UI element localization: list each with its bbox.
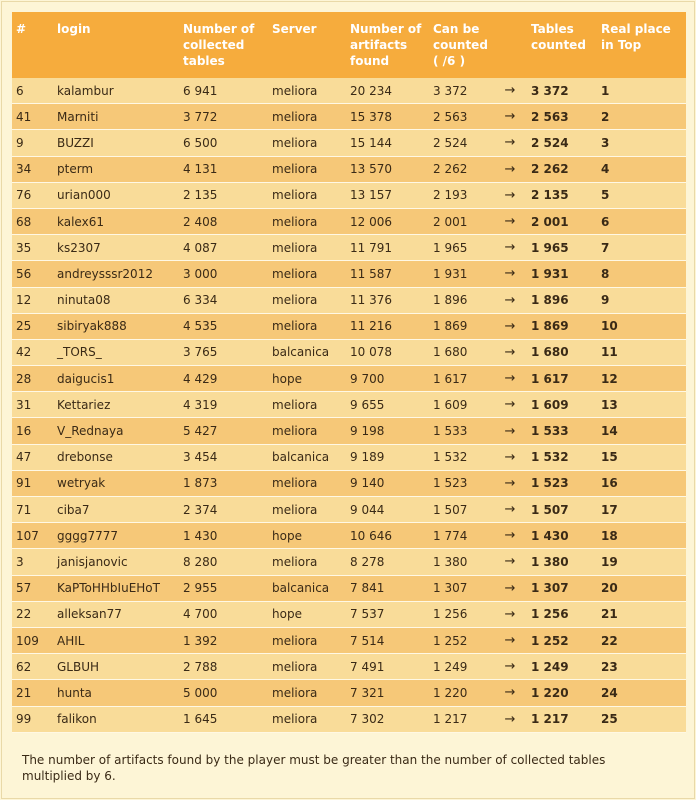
- cell-server: meliora: [268, 157, 346, 183]
- header-server: Server: [268, 12, 346, 78]
- cell-num: 99: [12, 707, 53, 733]
- cell-artifacts: 11 587: [346, 261, 429, 287]
- cell-login: kalex61: [53, 209, 179, 235]
- cell-num: 3: [12, 549, 53, 575]
- cell-login: V_Rednaya: [53, 418, 179, 444]
- cell-real-place: 15: [597, 445, 686, 471]
- cell-num: 107: [12, 523, 53, 549]
- cell-num: 9: [12, 130, 53, 156]
- cell-server: meliora: [268, 680, 346, 706]
- table-row: [12, 314, 686, 340]
- cell-num: 76: [12, 183, 53, 209]
- cell-real-place: 22: [597, 628, 686, 654]
- cell-collected: 4 700: [179, 602, 268, 628]
- table-row: [12, 707, 686, 733]
- arrow-icon: →: [493, 340, 527, 366]
- cell-artifacts: 12 006: [346, 209, 429, 235]
- cell-collected: 3 765: [179, 340, 268, 366]
- table-row: [12, 340, 686, 366]
- cell-tables-counted: 2 563: [527, 104, 597, 130]
- cell-login: drebonse: [53, 445, 179, 471]
- cell-collected: 4 429: [179, 366, 268, 392]
- cell-can-count: 1 774: [429, 523, 493, 549]
- table-row: [12, 261, 686, 287]
- cell-tables-counted: 2 262: [527, 157, 597, 183]
- cell-server: meliora: [268, 288, 346, 314]
- cell-real-place: 11: [597, 340, 686, 366]
- cell-login: Kettariez: [53, 392, 179, 418]
- table-row: [12, 418, 686, 444]
- table-row: [12, 497, 686, 523]
- cell-login: andreysssr2012: [53, 261, 179, 287]
- table-row: [12, 576, 686, 602]
- cell-tables-counted: 3 372: [527, 78, 597, 104]
- cell-real-place: 10: [597, 314, 686, 340]
- cell-login: _TORS_: [53, 340, 179, 366]
- cell-artifacts: 7 537: [346, 602, 429, 628]
- cell-num: 91: [12, 471, 53, 497]
- cell-server: hope: [268, 523, 346, 549]
- cell-tables-counted: 1 256: [527, 602, 597, 628]
- cell-real-place: 25: [597, 707, 686, 733]
- table-row: [12, 288, 686, 314]
- cell-can-count: 2 262: [429, 157, 493, 183]
- cell-server: meliora: [268, 497, 346, 523]
- cell-num: 35: [12, 235, 53, 261]
- cell-real-place: 23: [597, 654, 686, 680]
- cell-real-place: 21: [597, 602, 686, 628]
- document-panel: [1, 1, 695, 799]
- cell-num: 12: [12, 288, 53, 314]
- header-login: login: [53, 12, 179, 78]
- arrow-icon: →: [493, 209, 527, 235]
- cell-real-place: 24: [597, 680, 686, 706]
- cell-login: alleksan77: [53, 602, 179, 628]
- cell-login: hunta: [53, 680, 179, 706]
- cell-login: sibiryak888: [53, 314, 179, 340]
- cell-artifacts: 9 044: [346, 497, 429, 523]
- table-row: [12, 549, 686, 575]
- cell-num: 6: [12, 78, 53, 104]
- cell-real-place: 19: [597, 549, 686, 575]
- cell-login: daigucis1: [53, 366, 179, 392]
- arrow-icon: →: [493, 654, 527, 680]
- arrow-icon: →: [493, 366, 527, 392]
- cell-num: 68: [12, 209, 53, 235]
- cell-artifacts: 8 278: [346, 549, 429, 575]
- cell-artifacts: 15 144: [346, 130, 429, 156]
- cell-real-place: 16: [597, 471, 686, 497]
- table-row: [12, 104, 686, 130]
- cell-can-count: 1 307: [429, 576, 493, 602]
- header-can-count: Can be counted ( /6 ): [429, 12, 493, 78]
- cell-can-count: 2 001: [429, 209, 493, 235]
- cell-artifacts: 13 570: [346, 157, 429, 183]
- cell-collected: 6 941: [179, 78, 268, 104]
- table-row: [12, 130, 686, 156]
- arrow-icon: →: [493, 392, 527, 418]
- cell-tables-counted: 2 524: [527, 130, 597, 156]
- cell-artifacts: 7 514: [346, 628, 429, 654]
- cell-server: meliora: [268, 261, 346, 287]
- header-collected: Number of collected tables: [179, 12, 268, 78]
- cell-server: meliora: [268, 654, 346, 680]
- cell-real-place: 1: [597, 78, 686, 104]
- cell-tables-counted: 2 135: [527, 183, 597, 209]
- cell-artifacts: 13 157: [346, 183, 429, 209]
- cell-server: balcanica: [268, 576, 346, 602]
- cell-tables-counted: 1 523: [527, 471, 597, 497]
- cell-login: wetryak: [53, 471, 179, 497]
- cell-login: kalambur: [53, 78, 179, 104]
- cell-real-place: 4: [597, 157, 686, 183]
- cell-tables-counted: 1 532: [527, 445, 597, 471]
- cell-collected: 1 645: [179, 707, 268, 733]
- cell-collected: 2 408: [179, 209, 268, 235]
- cell-can-count: 1 965: [429, 235, 493, 261]
- cell-real-place: 14: [597, 418, 686, 444]
- cell-real-place: 2: [597, 104, 686, 130]
- arrow-icon: →: [493, 576, 527, 602]
- footnote: The number of artifacts found by the player must be greater than the number of collected tables multiplied by 6.: [22, 753, 606, 783]
- table-row: [12, 602, 686, 628]
- cell-tables-counted: 1 249: [527, 654, 597, 680]
- arrow-icon: →: [493, 235, 527, 261]
- cell-artifacts: 7 491: [346, 654, 429, 680]
- cell-can-count: 1 507: [429, 497, 493, 523]
- cell-artifacts: 15 378: [346, 104, 429, 130]
- cell-tables-counted: 1 931: [527, 261, 597, 287]
- cell-login: KaPToHHbIuEHoT: [53, 576, 179, 602]
- cell-tables-counted: 1 380: [527, 549, 597, 575]
- cell-login: GLBUH: [53, 654, 179, 680]
- cell-collected: 5 000: [179, 680, 268, 706]
- cell-tables-counted: 1 617: [527, 366, 597, 392]
- cell-server: meliora: [268, 235, 346, 261]
- cell-server: meliora: [268, 209, 346, 235]
- cell-artifacts: 9 700: [346, 366, 429, 392]
- cell-can-count: 1 220: [429, 680, 493, 706]
- cell-artifacts: 20 234: [346, 78, 429, 104]
- cell-num: 34: [12, 157, 53, 183]
- cell-collected: 6 500: [179, 130, 268, 156]
- cell-real-place: 12: [597, 366, 686, 392]
- cell-artifacts: 11 216: [346, 314, 429, 340]
- cell-login: Marniti: [53, 104, 179, 130]
- table-row: [12, 392, 686, 418]
- table-row: [12, 157, 686, 183]
- table-row: [12, 366, 686, 392]
- cell-num: 41: [12, 104, 53, 130]
- table-row: [12, 209, 686, 235]
- header-real-place: Real place in Top: [597, 12, 686, 78]
- cell-server: balcanica: [268, 445, 346, 471]
- cell-login: BUZZI: [53, 130, 179, 156]
- cell-num: 21: [12, 680, 53, 706]
- cell-can-count: 2 193: [429, 183, 493, 209]
- cell-can-count: 1 609: [429, 392, 493, 418]
- table-row: [12, 235, 686, 261]
- cell-real-place: 20: [597, 576, 686, 602]
- cell-collected: 2 788: [179, 654, 268, 680]
- arrow-icon: →: [493, 445, 527, 471]
- cell-num: 57: [12, 576, 53, 602]
- cell-collected: 1 873: [179, 471, 268, 497]
- cell-can-count: 1 617: [429, 366, 493, 392]
- cell-can-count: 1 217: [429, 707, 493, 733]
- cell-real-place: 7: [597, 235, 686, 261]
- cell-login: ciba7: [53, 497, 179, 523]
- cell-server: hope: [268, 366, 346, 392]
- cell-can-count: 1 523: [429, 471, 493, 497]
- cell-login: urian000: [53, 183, 179, 209]
- arrow-icon: →: [493, 261, 527, 287]
- arrow-icon: →: [493, 602, 527, 628]
- cell-login: ks2307: [53, 235, 179, 261]
- header-artifacts: Number of artifacts found: [346, 12, 429, 78]
- cell-tables-counted: 1 217: [527, 707, 597, 733]
- cell-tables-counted: 1 680: [527, 340, 597, 366]
- header-tables-counted: Tables counted: [527, 12, 597, 78]
- cell-real-place: 9: [597, 288, 686, 314]
- cell-num: 56: [12, 261, 53, 287]
- cell-can-count: 1 896: [429, 288, 493, 314]
- table-row: [12, 445, 686, 471]
- cell-collected: 6 334: [179, 288, 268, 314]
- cell-can-count: 1 931: [429, 261, 493, 287]
- cell-server: meliora: [268, 549, 346, 575]
- cell-num: 42: [12, 340, 53, 366]
- cell-collected: 1 392: [179, 628, 268, 654]
- cell-artifacts: 9 655: [346, 392, 429, 418]
- arrow-icon: →: [493, 628, 527, 654]
- cell-can-count: 3 372: [429, 78, 493, 104]
- arrow-icon: →: [493, 288, 527, 314]
- cell-num: 62: [12, 654, 53, 680]
- cell-tables-counted: 1 609: [527, 392, 597, 418]
- cell-real-place: 8: [597, 261, 686, 287]
- cell-login: falikon: [53, 707, 179, 733]
- cell-artifacts: 10 078: [346, 340, 429, 366]
- cell-can-count: 1 249: [429, 654, 493, 680]
- cell-can-count: 1 869: [429, 314, 493, 340]
- cell-collected: 4 319: [179, 392, 268, 418]
- cell-num: 31: [12, 392, 53, 418]
- table-row: [12, 680, 686, 706]
- cell-tables-counted: 1 430: [527, 523, 597, 549]
- arrow-icon: →: [493, 104, 527, 130]
- cell-collected: 2 374: [179, 497, 268, 523]
- header-num: #: [12, 12, 53, 78]
- cell-login: janisjanovic: [53, 549, 179, 575]
- cell-tables-counted: 2 001: [527, 209, 597, 235]
- cell-real-place: 13: [597, 392, 686, 418]
- cell-server: meliora: [268, 418, 346, 444]
- cell-can-count: 1 533: [429, 418, 493, 444]
- arrow-icon: →: [493, 497, 527, 523]
- cell-num: 109: [12, 628, 53, 654]
- arrow-icon: →: [493, 549, 527, 575]
- cell-num: 47: [12, 445, 53, 471]
- cell-num: 25: [12, 314, 53, 340]
- cell-artifacts: 11 791: [346, 235, 429, 261]
- cell-login: gggg7777: [53, 523, 179, 549]
- table-row: [12, 471, 686, 497]
- arrow-icon: →: [493, 471, 527, 497]
- arrow-icon: →: [493, 418, 527, 444]
- cell-can-count: 1 680: [429, 340, 493, 366]
- cell-real-place: 5: [597, 183, 686, 209]
- cell-server: balcanica: [268, 340, 346, 366]
- cell-collected: 5 427: [179, 418, 268, 444]
- cell-server: meliora: [268, 314, 346, 340]
- cell-real-place: 3: [597, 130, 686, 156]
- cell-server: hope: [268, 602, 346, 628]
- cell-can-count: 1 532: [429, 445, 493, 471]
- cell-tables-counted: 1 220: [527, 680, 597, 706]
- cell-tables-counted: 1 507: [527, 497, 597, 523]
- cell-collected: 1 430: [179, 523, 268, 549]
- cell-collected: 2 955: [179, 576, 268, 602]
- cell-artifacts: 9 140: [346, 471, 429, 497]
- cell-can-count: 2 563: [429, 104, 493, 130]
- cell-tables-counted: 1 533: [527, 418, 597, 444]
- cell-real-place: 18: [597, 523, 686, 549]
- arrow-icon: →: [493, 523, 527, 549]
- cell-tables-counted: 1 869: [527, 314, 597, 340]
- table-row: [12, 183, 686, 209]
- cell-collected: 3 000: [179, 261, 268, 287]
- cell-can-count: 1 256: [429, 602, 493, 628]
- cell-collected: 8 280: [179, 549, 268, 575]
- header-arrow: [493, 12, 527, 78]
- cell-artifacts: 9 189: [346, 445, 429, 471]
- arrow-icon: →: [493, 183, 527, 209]
- cell-login: AHIL: [53, 628, 179, 654]
- arrow-icon: →: [493, 78, 527, 104]
- cell-collected: 3 454: [179, 445, 268, 471]
- cell-artifacts: 11 376: [346, 288, 429, 314]
- cell-collected: 4 131: [179, 157, 268, 183]
- cell-tables-counted: 1 252: [527, 628, 597, 654]
- arrow-icon: →: [493, 707, 527, 733]
- cell-artifacts: 9 198: [346, 418, 429, 444]
- cell-num: 71: [12, 497, 53, 523]
- cell-artifacts: 7 321: [346, 680, 429, 706]
- cell-artifacts: 7 841: [346, 576, 429, 602]
- cell-collected: 3 772: [179, 104, 268, 130]
- cell-can-count: 1 252: [429, 628, 493, 654]
- cell-login: ninuta08: [53, 288, 179, 314]
- cell-server: meliora: [268, 707, 346, 733]
- cell-num: 22: [12, 602, 53, 628]
- cell-real-place: 17: [597, 497, 686, 523]
- arrow-icon: →: [493, 314, 527, 340]
- ranking-table: [12, 12, 686, 733]
- arrow-icon: →: [493, 157, 527, 183]
- header-row: [12, 12, 686, 78]
- cell-real-place: 6: [597, 209, 686, 235]
- cell-server: meliora: [268, 628, 346, 654]
- table-row: [12, 654, 686, 680]
- cell-collected: 4 087: [179, 235, 268, 261]
- cell-artifacts: 10 646: [346, 523, 429, 549]
- arrow-icon: →: [493, 680, 527, 706]
- cell-can-count: 1 380: [429, 549, 493, 575]
- table-row: [12, 78, 686, 104]
- table-row: [12, 523, 686, 549]
- cell-server: meliora: [268, 78, 346, 104]
- cell-tables-counted: 1 307: [527, 576, 597, 602]
- cell-server: meliora: [268, 392, 346, 418]
- cell-num: 16: [12, 418, 53, 444]
- cell-server: meliora: [268, 471, 346, 497]
- arrow-icon: →: [493, 130, 527, 156]
- table-row: [12, 628, 686, 654]
- cell-can-count: 2 524: [429, 130, 493, 156]
- cell-tables-counted: 1 896: [527, 288, 597, 314]
- cell-login: pterm: [53, 157, 179, 183]
- cell-artifacts: 7 302: [346, 707, 429, 733]
- table-body: [12, 78, 686, 733]
- cell-collected: 4 535: [179, 314, 268, 340]
- cell-server: meliora: [268, 104, 346, 130]
- cell-server: meliora: [268, 130, 346, 156]
- cell-collected: 2 135: [179, 183, 268, 209]
- cell-tables-counted: 1 965: [527, 235, 597, 261]
- cell-server: meliora: [268, 183, 346, 209]
- cell-num: 28: [12, 366, 53, 392]
